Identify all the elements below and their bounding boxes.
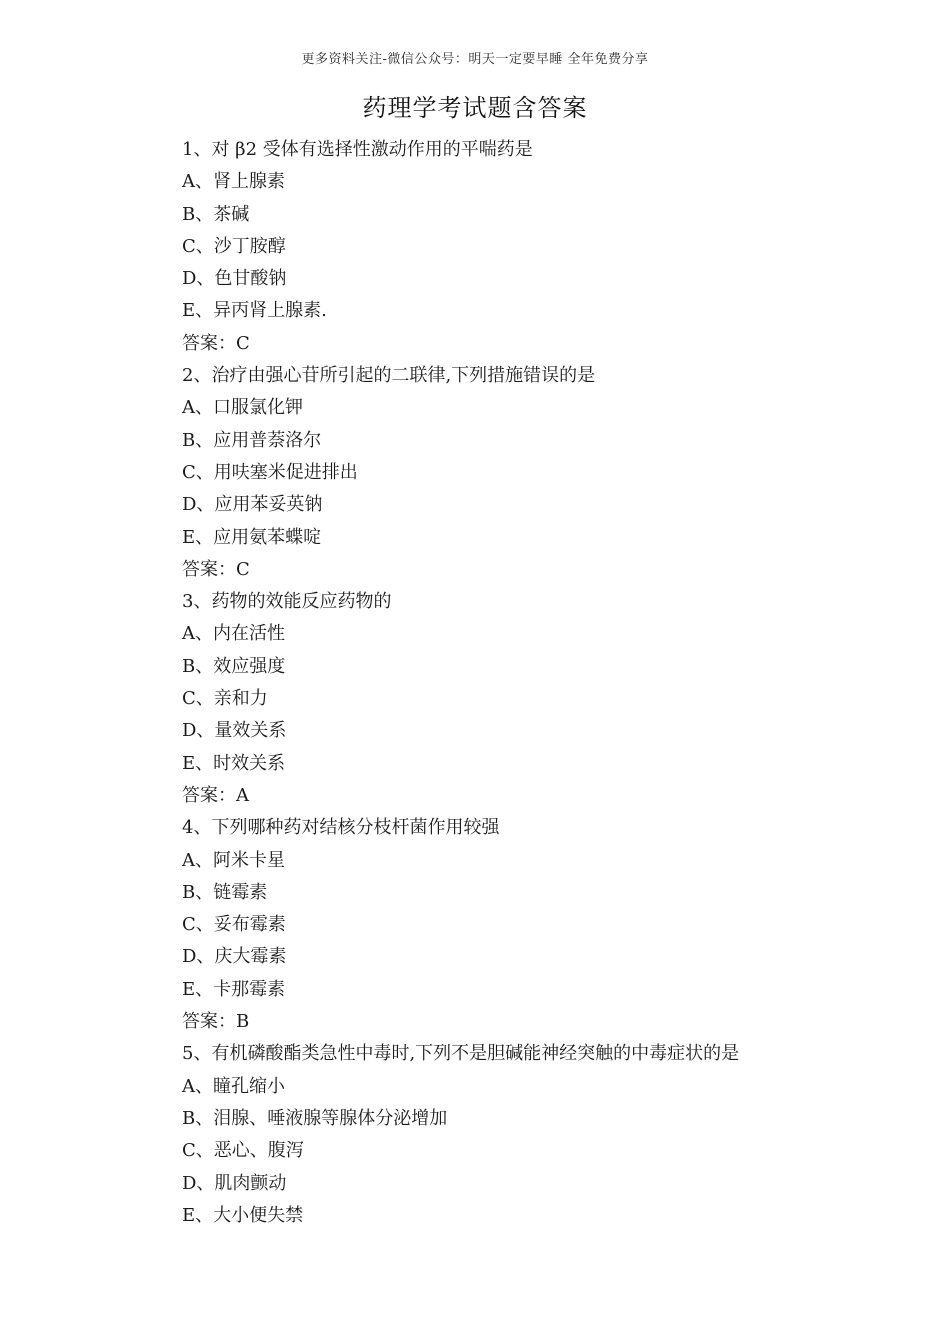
option-c: C、亲和力: [182, 688, 268, 710]
option-d: D、量效关系: [182, 720, 287, 742]
question-stem: 1、对 β2 受体有选择性激动作用的平喘药是: [182, 139, 533, 160]
option-c: C、用呋塞米促进排出: [182, 461, 358, 483]
answer-line: 答案：B: [182, 1011, 250, 1033]
option-b: B、链霉素: [182, 881, 268, 903]
option-a: A、肾上腺素: [182, 171, 285, 193]
header-note: 更多资料关注-微信公众号：明天一定要早睡 全年免费分享: [301, 52, 649, 67]
option-b: B、茶碱: [182, 203, 250, 225]
question-list: [182, 134, 882, 1232]
option-a: A、阿米卡星: [182, 849, 285, 871]
question-stem: 4、下列哪种药对结核分枝杆菌作用较强: [182, 817, 500, 839]
option-a: A、瞳孔缩小: [182, 1075, 285, 1097]
answer-line: 答案：A: [182, 784, 249, 806]
option-c: C、沙丁胺醇: [182, 235, 286, 257]
option-d: D、庆大霉素: [182, 946, 287, 968]
option-c: C、恶心、腹泻: [182, 1140, 304, 1162]
question-stem: 3、药物的效能反应药物的: [182, 591, 392, 613]
option-c: C、妥布霉素: [182, 914, 286, 936]
option-d: D、肌肉颤动: [182, 1172, 287, 1194]
option-b: B、效应强度: [182, 655, 286, 677]
option-b: B、泪腺、唾液腺等腺体分泌增加: [182, 1107, 448, 1129]
document-title: 药理学考试题含答案: [362, 94, 588, 122]
question-stem: 5、有机磷酸酯类急性中毒时,下列不是胆碱能神经突触的中毒症状的是: [182, 1043, 740, 1065]
question-stem: 2、治疗由强心苷所引起的二联律,下列措施错误的是: [182, 365, 596, 387]
option-d: D、色甘酸钠: [182, 268, 287, 290]
option-a: A、内在活性: [182, 623, 285, 645]
answer-line: 答案：C: [182, 558, 250, 580]
option-b: B、应用普萘洛尔: [182, 429, 322, 451]
option-e: E、异丙肾上腺素.: [182, 300, 327, 322]
option-a: A、口服氯化钾: [182, 397, 303, 419]
option-e: E、时效关系: [182, 752, 286, 774]
option-e: E、大小便失禁: [182, 1204, 304, 1226]
option-e: E、应用氨苯蝶啶: [182, 526, 322, 548]
answer-line: 答案：C: [182, 332, 250, 354]
option-d: D、应用苯妥英钠: [182, 494, 323, 516]
option-e: E、卡那霉素: [182, 978, 286, 1000]
